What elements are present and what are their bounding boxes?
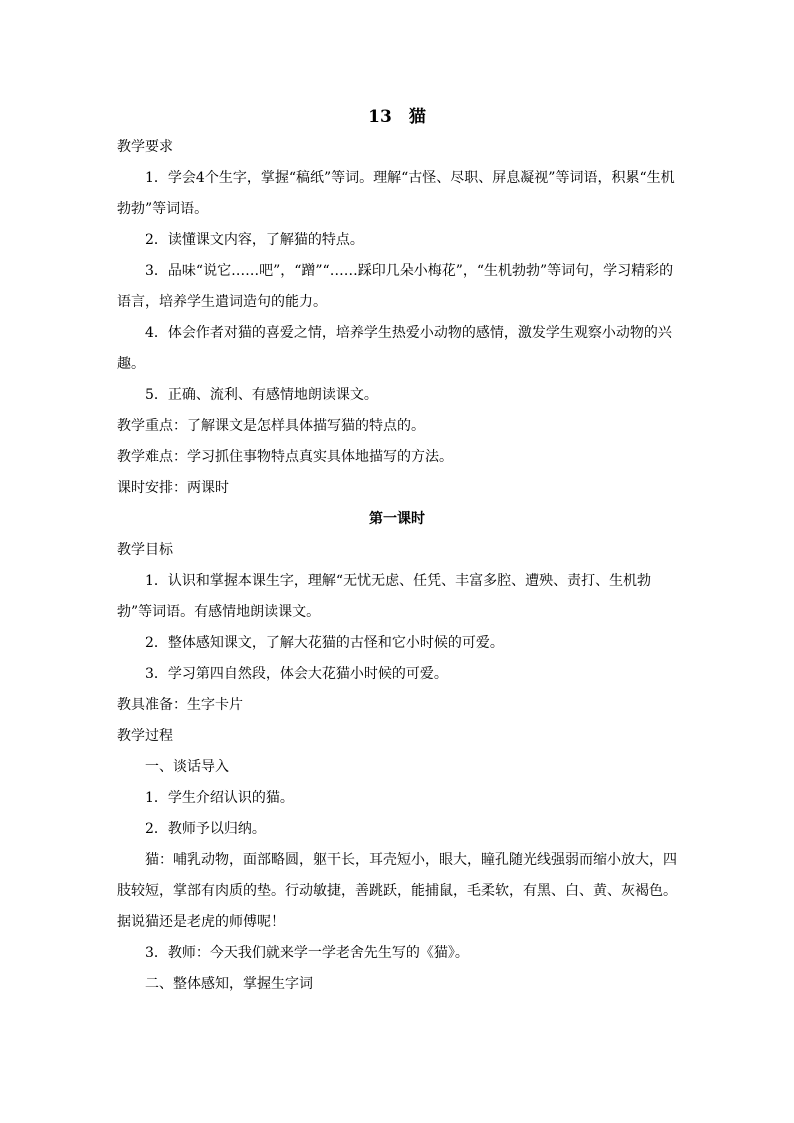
process-step: 二、整体感知，掌握生字词 [145,976,313,992]
process-step: 一、谈话导入 [145,759,229,775]
process-step: 猫：哺乳动物，面部略圆，躯干长，耳壳短小，眼大，瞳孔随光线强弱而缩小放大，四肢较短，掌部有肉质的垫。行动敏捷，善跳跃，能捕鼠，毛柔软，有黑、白、黄、灰褐色。据说猫还是老虎的师傅呢！ [117,852,677,930]
objectives-heading: 教学目标 [117,542,173,558]
requirement-item: 4．体会作者对猫的喜爱之情，培养学生热爱小动物的感情，激发学生观察小动物的兴趣。 [117,325,672,372]
materials: 教具准备：生字卡片 [117,697,243,713]
difficulty: 教学难点：学习抓住事物特点真实具体地描写的方法。 [117,449,453,465]
requirements-heading: 教学要求 [117,139,173,155]
document-title: 13 猫 [368,107,426,127]
requirement-item: 2．读懂课文内容，了解猫的特点。 [145,232,364,248]
objective-item: 1．认识和掌握本课生字，理解“无忧无虑、任凭、丰富多腔、遭殃、责打、生机勃勃”等词语。有感情地朗读课文。 [117,573,652,620]
requirement-item: 5．正确、流利、有感情地朗读课文。 [145,387,378,403]
key-point: 教学重点：了解课文是怎样具体描写猫的特点的。 [117,418,425,434]
objective-item: 3．学习第四自然段，体会大花猫小时候的可爱。 [145,666,448,682]
process-step: 3．教师：今天我们就来学一学老舍先生写的《猫》。 [145,945,469,961]
process-step: 1．学生介绍认识的猫。 [145,790,294,806]
document-page [117,102,677,1000]
requirement-item: 1．学会4个生字，掌握“稿纸”等词。理解“古怪、尽职、屏息凝视”等词语，积累“生机勃勃”等词语。 [117,170,675,217]
process-step: 2．教师予以归纳。 [145,821,266,837]
first-lesson-title: 第一课时 [369,511,425,527]
objective-item: 2．整体感知课文，了解大花猫的古怪和它小时候的可爱。 [145,635,504,651]
schedule: 课时安排：两课时 [117,480,229,496]
process-heading: 教学过程 [117,728,173,744]
requirement-item: 3．品味“说它……吧”，“蹭”“……踩印几朵小梅花”，“生机勃勃”等词句，学习精彩的语言，培养学生遣词造句的能力。 [117,263,674,310]
